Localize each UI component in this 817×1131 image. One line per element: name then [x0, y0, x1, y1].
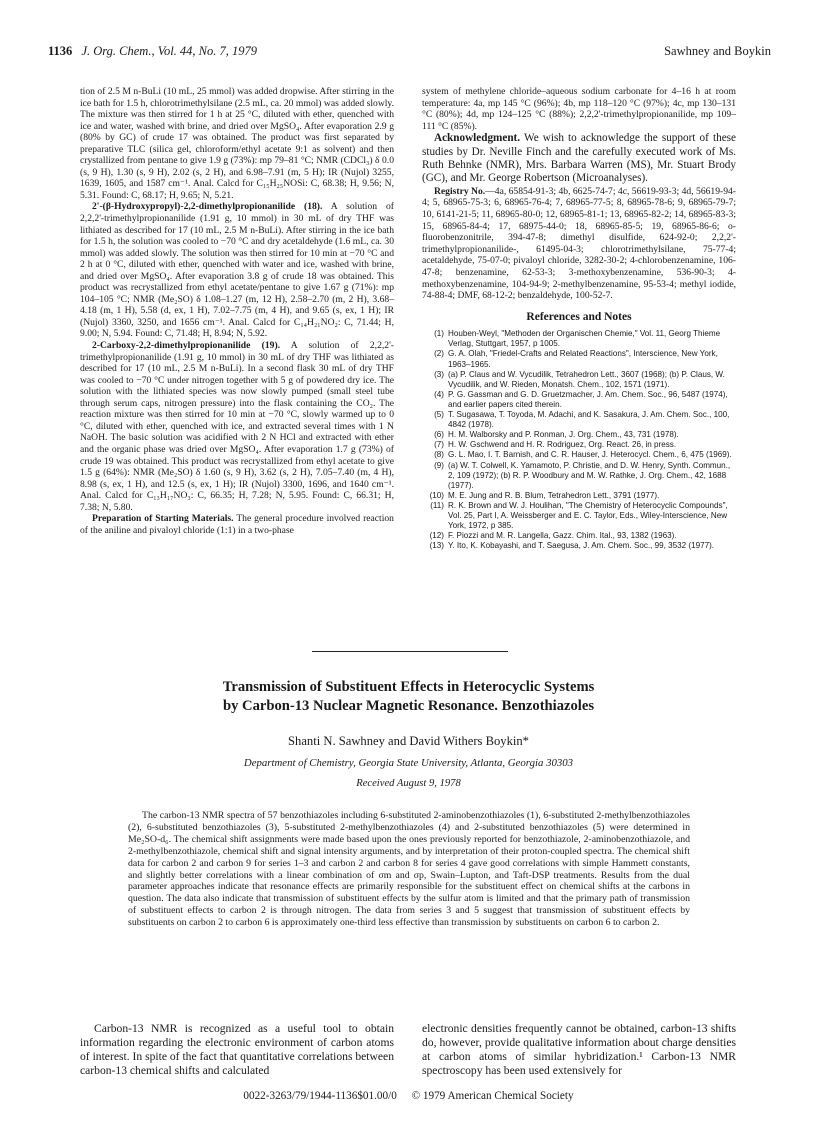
paragraph-text: A solution of 2,2,2'-trimethylpropionanilide (1.91 g, 10 mmol) in 30 mL of dry THF was lithiated as described for 17 (10 mL, 2.5 M n-BuLi). In a second flask 30 mL of dry THF was cooled to −70 °C under nitrogen together with 5 g of powdered dry ice. The solution with the lithiated species was now slowly pumped (small steel tube through serum caps, nitrogen pressure) into the flask containing the CO₂. The reaction mixture was then stirred for 10 min at −70 °C, slowly warmed up to 0 °C, diluted with ether, quenched with ice, and extracted several times with 1 N NaOH. The basic solution was acidified with 2 N HCl and extracted with ether and the organic phase was dried over MgSO₄. After evaporation 1.7 g (73%) of crude 19 was obtained. This product was recrystallized from ethyl acetate to give 1.5 g (64%): NMR (Me₂SO) δ 1.60 (s, 9 H), 3.62 (s, 2 H), 7.05–7.40 (m, 4 H), 8.98 (s, ex, 1 H), and 12.5 (s, ex, 1 H); IR (Nujol) 3300, 1696, and 1640 cm⁻¹. Anal. Calcd for C₁₃H₁₇NO₃: C, 66.35; H, 7.28; N, 5.95. Found: C, 66.31; H, 7.38; N, 5.80.: [80, 340, 394, 513]
body-column-right: [422, 1022, 736, 1078]
compound-heading: 2-Carboxy-2,2-dimethylpropionanilide (19).: [92, 340, 281, 352]
page-header: [48, 44, 771, 62]
reference-item: [422, 491, 736, 501]
experimental-paragraph: [80, 201, 394, 340]
reference-number: (5): [434, 410, 444, 420]
registry-text: —4a, 65854-91-3; 4b, 6625-74-7; 4c, 56619-93-3; 4d, 56619-94-4; 5, 68965-75-3; 6, 68965-76-4; 7, 68965-77-5; 8, 68965-78-6; 9, 68965-79-7; 10, 6141-21-5; 11, 68965-80-0; 12, 68965-81-1; 13, 68965-82-2; 14, 68965-83-3; 15, 68965-84-4; 17, 68975-44-0; 18, 68965-85-5; 19, 68965-86-6; o-fluorobenzonitrile, 394-47-8; dimethyl disulfide, 624-92-0; 2,2,2'-trimethylpropionanilide-, 61495-04-3; chlorotrimethylsilane, 75-77-4; acetaldehyde, 75-07-0; pivaloyl chloride, 3282-30-2; 4-chlorobenzenamine, 106-47-8; benzenamine, 62-53-3; 3-methoxybenzenamine, 536-90-3; 4-methoxybenzenamine, 104-94-9; 2-methylbenzenamine, 95-53-4; methyl iodide, 74-88-4; DMF, 68-12-2; benzaldehyde, 100-52-7.: [422, 185, 736, 302]
reference-item: [422, 329, 736, 349]
received-date: Received August 9, 1978: [356, 778, 461, 789]
section-divider: [312, 651, 508, 652]
reference-item: [422, 531, 736, 541]
reference-text: Y. Ito, K. Kobayashi, and T. Saegusa, J. Am. Chem. Soc., 99, 3532 (1977).: [448, 541, 715, 551]
reference-item: [422, 501, 736, 531]
ack-text: We wish to acknowledge the support of these studies by Dr. Neville Finch and the carefully executed work of Ms. Ruth Behnke (NMR), Mrs. Barbara Warren (MS), Mr. Stuart Brody (GC), and Mr. George Robertson (Microanalyses).: [422, 132, 736, 185]
references-heading: References and Notes: [526, 310, 632, 323]
article-authors: Shanti N. Sawhney and David Withers Boykin*: [288, 734, 529, 748]
reference-item: [422, 410, 736, 430]
reference-number: (9): [434, 460, 444, 470]
experimental-paragraph: system of methylene chloride–aqueous sodium carbonate for 4–16 h at room temperature: 4a, mp 145 °C (96%); 4b, mp 118–120 °C (97%); 4c, mp 130–131 °C (80%); 4d, mp 124–125 °C (88%); 2,2,2'-trimethylpropionanilide, mp 109–111 °C (85%).: [422, 86, 736, 132]
reference-item: [422, 440, 736, 450]
reference-number: (3): [434, 369, 444, 379]
reference-number: (8): [434, 450, 444, 460]
paragraph-text: A solution of 2,2,2'-trimethylpropionanilide (1.91 g, 10 mmol) in 30 mL of dry THF was lithiated as described for 17 (10 mL, 2.5 M n-BuLi). After stirring in the ice bath for 1.5 h, the solution was cooled to −70 °C and dry acetaldehyde (1.6 mL, ca. 30 mmol) was added slowly. The solution was then stirred for 10 min at −70 °C and 2 h at 0 °C, diluted with ether, quenched with water and ice, washed with brine, and dried over MgSO₄. After evaporation 3.8 g of crude 18 was obtained. This product was recrystallized from ethyl acetate/pentane to give 1.67 g (71%): mp 104–105 °C; NMR (Me₂SO) δ 1.08–1.27 (m, 12 H), 2.58–2.70 (m, 2 H), 3.68–4.18 (m, 1 H), 5.58 (d, ex, 1 H), 7.02–7.75 (m, 4 H), and 9.65 (s, ex, 1 H); IR (Nujol) 3360, 3250, and 1656 cm⁻¹. Anal. Calcd for C₁₄H₂₁NO₂: C, 71.44; H, 9.00; N, 5.94. Found: C, 71.48; H, 8.94; N, 5.92.: [80, 201, 394, 340]
journal-citation: J. Org. Chem., Vol. 44, No. 7, 1979: [81, 44, 258, 58]
experimental-paragraph: [80, 340, 394, 513]
reference-text: H. W. Gschwend and H. R. Rodriguez, Org. React. 26, in press.: [448, 440, 677, 450]
registry-numbers: [422, 186, 736, 302]
reference-number: (2): [434, 349, 444, 359]
body-column-left: [80, 1022, 394, 1078]
experimental-paragraph: [80, 513, 394, 536]
reference-text: G. L. Mao, I. T. Barnish, and C. R. Hauser, J. Heterocycl. Chem., 6, 475 (1969).: [448, 450, 732, 460]
registry-heading: Registry No.: [434, 185, 486, 197]
reference-text: Houben-Weyl, "Methoden der Organischen Chemie," Vol. 11, Georg Thieme Verlag, Stuttgart, 1957, p 1005.: [448, 329, 721, 349]
title-line: by Carbon-13 Nuclear Magnetic Resonance. Benzothiazoles: [222, 698, 595, 714]
ack-heading: Acknowledgment.: [434, 132, 521, 145]
reference-number: (6): [434, 430, 444, 440]
reference-number: (12): [429, 531, 444, 541]
reference-text: F. Piozzi and M. R. Langella, Gazz. Chim. Ital., 93, 1382 (1963).: [448, 531, 677, 541]
reference-number: (7): [434, 440, 444, 450]
left-column: [80, 86, 394, 536]
right-column: [422, 86, 736, 551]
reference-item: [422, 461, 736, 491]
reference-text: H. M. Walborsky and P. Ronman, J. Org. Chem., 43, 731 (1978).: [448, 430, 679, 440]
affiliation: Department of Chemistry, Georgia State University, Atlanta, Georgia 30303: [243, 757, 574, 769]
reference-number: (10): [429, 490, 444, 500]
reference-item: [422, 390, 736, 410]
copyright: © 1979 American Chemical Society: [411, 1090, 574, 1102]
acknowledgment: [422, 132, 736, 186]
compound-heading: 2'-(β-Hydroxypropyl)-2,2-dimethylpropionanilide (18).: [92, 201, 323, 213]
reference-text: R. K. Brown and W. J. Houlihan, "The Chemistry of Heterocyclic Compounds", Vol. 25, Part I, A. Weissberger and E. C. Taylor, Eds., Wiley-Interscience, New York, 1972, p 385.: [448, 500, 728, 531]
reference-item: [422, 541, 736, 551]
body-paragraph: electronic densities frequently cannot be obtained, carbon-13 shifts do, however, provide qualitative information about charge densities at carbon atoms of similar hybridization.¹ Carbon-13 NMR spectroscopy has been used extensively for: [422, 1022, 736, 1077]
reference-text: P. G. Gassman and G. D. Gruetzmacher, J. Am. Chem. Soc., 96, 5487 (1974), and earlier papers cited therein.: [448, 389, 728, 409]
reference-text: G. A. Olah, "Friedel-Crafts and Related Reactions", Interscience, New York, 1963–1965.: [448, 349, 718, 369]
reference-number: (11): [430, 500, 444, 510]
reference-item: [422, 450, 736, 460]
reference-item: [422, 370, 736, 390]
running-authors: Sawhney and Boykin: [664, 44, 771, 58]
experimental-paragraph: tion of 2.5 M n-BuLi (10 mL, 25 mmol) was added dropwise. After stirring in the ice bath for 1.5 h, chlorotrimethylsilane (2.5 mL, ca. 20 mmol) was added slowly. The mixture was then stirred for 1 h at 25 °C, diluted with ether, quenched with ice and water, washed with brine, and dried over MgSO₄. After evaporation 2.9 g (80% by GC) of crude 17 was obtained. The product was first separated by preparative TLC (silica gel, chloroform/ethyl acetate 9:1 as solvent) and then crystallized from pentane to give 1.9 g (73%): mp 79–81 °C; NMR (CDCl₃) δ 0.0 (s, 9 H), 1.30 (s, 9 H), 2.02 (s, 2 H), and 6.98–7.91 (m, 5 H); IR (Nujol) 3255, 1639, 1605, and 1587 cm⁻¹. Anal. Calcd for C₁₅H₂₅NOSi: C, 68.38; H, 9.56; N, 5.31. Found: C, 68.17; H, 9.65; N, 5.21.: [80, 86, 394, 201]
reference-item: [422, 349, 736, 369]
reference-text: (a) P. Claus and W. Vycudilik, Tetrahedron Lett., 3607 (1968); (b) P. Claus, W. Vycudilik, and W. Rieden, Monatsh. Chem., 102, 1571 (1971).: [448, 369, 725, 389]
title-line: Transmission of Substituent Effects in Heterocyclic Systems: [222, 679, 595, 695]
references-list: [422, 329, 736, 551]
article-title: [120, 678, 697, 716]
reference-number: (13): [429, 541, 444, 551]
section-heading: Preparation of Starting Materials.: [92, 513, 234, 525]
reference-number: (4): [434, 389, 444, 399]
reference-text: (a) W. T. Colwell, K. Yamamoto, P. Christie, and D. W. Henry, Synth. Commun., 2, 109 (1972); (b) R. P. Woodbury and M. W. Rathke, J. Org. Chem., 42, 1688 (1977).: [448, 460, 731, 490]
reference-item: [422, 430, 736, 440]
abstract: The carbon-13 NMR spectra of 57 benzothiazoles including 6-substituted 2-aminobenzothiazoles (1), 6-substituted 2-methylbenzothiazoles (2), 6-substituted benzothiazoles (3), 5-substituted 2-methylbenzothiazoles (4) and 2-substituted benzothiazoles (5) were determined in Me₂SO-d₆. The chemical shift assignments were made based upon the ones previously reported for benzothiazole, 2-aminobenzothiazole, and 2-methylbenzothiazole, chemical shift and signal intensity arguments, and by interpretation of their proton-coupled spectra. The chemical shift data for carbon 2 and carbon 9 for series 1–3 and carbon 2 and carbon 8 for series 4 gave good correlations with simple Hammett constants, and slightly better correlations with a linear combination of σm and σp, Swain–Lupton, and Taft-DSP treatments. Results from the dual parameter approaches indicate that resonance effects are primarily responsible for the substituent effect on chemical shifts at the carbons in question. The data also indicate that transmission of substituent effects by the sulfur atom is limited and that the primary path of transmission of substituent effects to carbon 2 is through nitrogen. The data from series 3 and 5 suggest that transmission of substituent effects by substituents on carbon 2 to carbon 6 is approximately one-third less effective than transmission by substituents on carbon 6 to carbon 2.: [128, 810, 690, 929]
page-number: 1136: [48, 44, 73, 58]
page-footer: [0, 1090, 817, 1102]
reference-text: M. E. Jung and R. B. Blum, Tetrahedron Lett., 3791 (1977).: [448, 490, 660, 500]
body-paragraph: Carbon-13 NMR is recognized as a useful tool to obtain information regarding the electronic environment of carbon atoms of interest. In spite of the fact that quantitative correlations between carbon-13 chemical shifts and calculated: [80, 1022, 394, 1077]
reference-number: (1): [434, 329, 444, 339]
paragraph-text: The general procedure involved reaction of the aniline and pivaloyl chloride (1:1) in a two-phase: [80, 513, 394, 536]
doi-code: 0022-3263/79/1944-1136$01.00/0: [243, 1090, 397, 1102]
reference-text: T. Sugasawa, T. Toyoda, M. Adachi, and K. Sasakura, J. Am. Chem. Soc., 100, 4842 (1978).: [448, 410, 730, 430]
